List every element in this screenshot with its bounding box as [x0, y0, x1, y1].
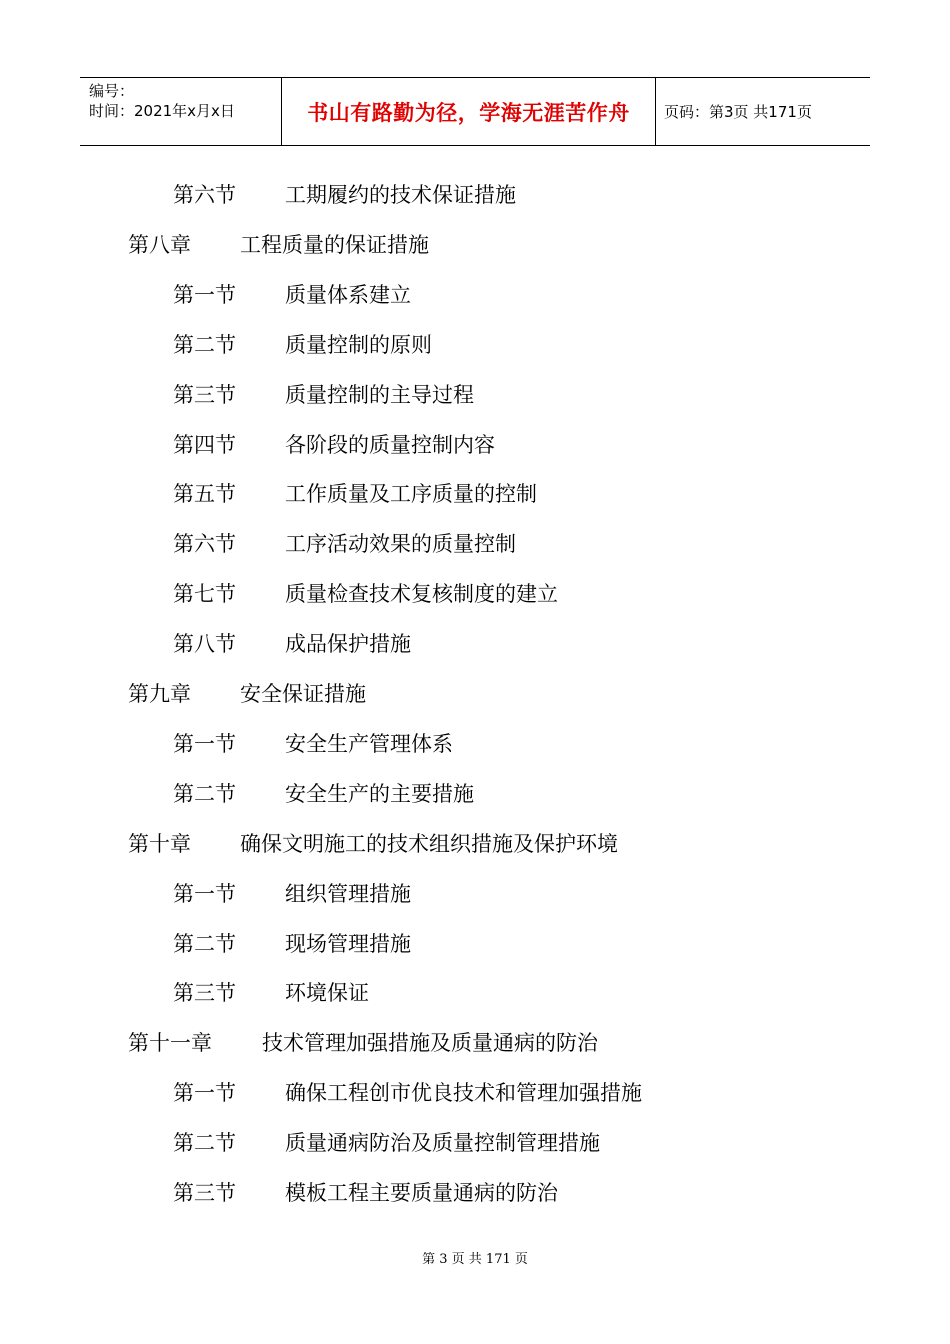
- toc-section-entry: [173, 469, 933, 519]
- toc-section-entry: [173, 619, 933, 669]
- toc-section-entry: [173, 968, 933, 1018]
- toc-section-entry: [173, 519, 933, 569]
- toc-entry-number: 第一节: [173, 1081, 236, 1105]
- toc-entry-title: 成品保护措施: [285, 632, 411, 656]
- toc-section-entry: [173, 420, 933, 470]
- toc-entry-number: 第六节: [173, 183, 236, 207]
- toc-section-entry: [173, 1068, 933, 1118]
- header-page-number: 页码：第3页 共171页: [664, 103, 812, 121]
- toc-entry-title: 现场管理措施: [285, 932, 411, 956]
- toc-entry-number: 第三节: [173, 981, 236, 1005]
- toc-entry-title: 组织管理措施: [285, 882, 411, 906]
- toc-entry-number: 第四节: [173, 433, 236, 457]
- toc-entry-title: 质量控制的原则: [285, 333, 432, 357]
- header-motto: 书山有路勤为径，学海无涯苦作舟: [282, 78, 656, 145]
- toc-entry-title: 质量通病防治及质量控制管理措施: [285, 1131, 600, 1155]
- toc-section-entry: [173, 569, 933, 619]
- toc-entry-number: 第二节: [173, 333, 236, 357]
- toc-entry-number: 第十章: [128, 832, 191, 856]
- toc-section-entry: [173, 170, 933, 220]
- toc-entry-title: 工序活动效果的质量控制: [285, 532, 516, 556]
- toc-chapter-entry: [128, 220, 888, 270]
- toc-entry-title: 质量检查技术复核制度的建立: [285, 582, 558, 606]
- toc-entry-number: 第二节: [173, 782, 236, 806]
- toc-entry-title: 质量控制的主导过程: [285, 383, 474, 407]
- toc-chapter-entry: [128, 1018, 888, 1068]
- toc-chapter-entry: [128, 669, 888, 719]
- page-footer: 第 3 页 共 171 页: [422, 1252, 528, 1267]
- toc-entry-title: 确保文明施工的技术组织措施及保护环境: [240, 832, 618, 856]
- toc-entry-title: 工程质量的保证措施: [240, 233, 429, 257]
- document-time-label: 时间：2021年x月x日: [89, 102, 235, 120]
- toc-chapter-entry: [128, 819, 888, 869]
- toc-entry-title: 工作质量及工序质量的控制: [285, 482, 537, 506]
- toc-entry-number: 第一节: [173, 732, 236, 756]
- toc-entry-title: 安全生产管理体系: [285, 732, 453, 756]
- toc-entry-number: 第二节: [173, 932, 236, 956]
- toc-section-entry: [173, 270, 933, 320]
- toc-entry-number: 第二节: [173, 1131, 236, 1155]
- toc-entry-number: 第三节: [173, 1181, 236, 1205]
- toc-entry-title: 环境保证: [285, 981, 369, 1005]
- toc-entry-number: 第九章: [128, 682, 191, 706]
- toc-entry-number: 第八章: [128, 233, 191, 257]
- toc-section-entry: [173, 769, 933, 819]
- header-meta: [80, 78, 282, 145]
- toc-section-entry: [173, 919, 933, 969]
- toc-entry-number: 第六节: [173, 532, 236, 556]
- document-number-label: 编号：: [89, 82, 135, 100]
- toc-section-entry: [173, 869, 933, 919]
- toc-section-entry: [173, 719, 933, 769]
- page-header: [80, 77, 870, 146]
- toc-entry-number: 第三节: [173, 383, 236, 407]
- toc-section-entry: [173, 320, 933, 370]
- toc-entry-title: 模板工程主要质量通病的防治: [285, 1181, 558, 1205]
- toc-entry-number: 第一节: [173, 882, 236, 906]
- toc-entry-title: 确保工程创市优良技术和管理加强措施: [285, 1081, 642, 1105]
- toc-entry-title: 工期履约的技术保证措施: [285, 183, 516, 207]
- toc-entry-number: 第十一章: [128, 1031, 212, 1055]
- toc-entry-number: 第七节: [173, 582, 236, 606]
- toc-entry-number: 第一节: [173, 283, 236, 307]
- toc-section-entry: [173, 1118, 933, 1168]
- toc-section-entry: [173, 370, 933, 420]
- toc-entry-number: 第八节: [173, 632, 236, 656]
- toc-section-entry: [173, 1168, 933, 1218]
- toc-entry-title: 技术管理加强措施及质量通病的防治: [262, 1031, 598, 1055]
- toc-entry-number: 第五节: [173, 482, 236, 506]
- toc-entry-title: 安全生产的主要措施: [285, 782, 474, 806]
- toc-entry-title: 各阶段的质量控制内容: [285, 433, 495, 457]
- toc-entry-title: 质量体系建立: [285, 283, 411, 307]
- toc-entry-title: 安全保证措施: [240, 682, 366, 706]
